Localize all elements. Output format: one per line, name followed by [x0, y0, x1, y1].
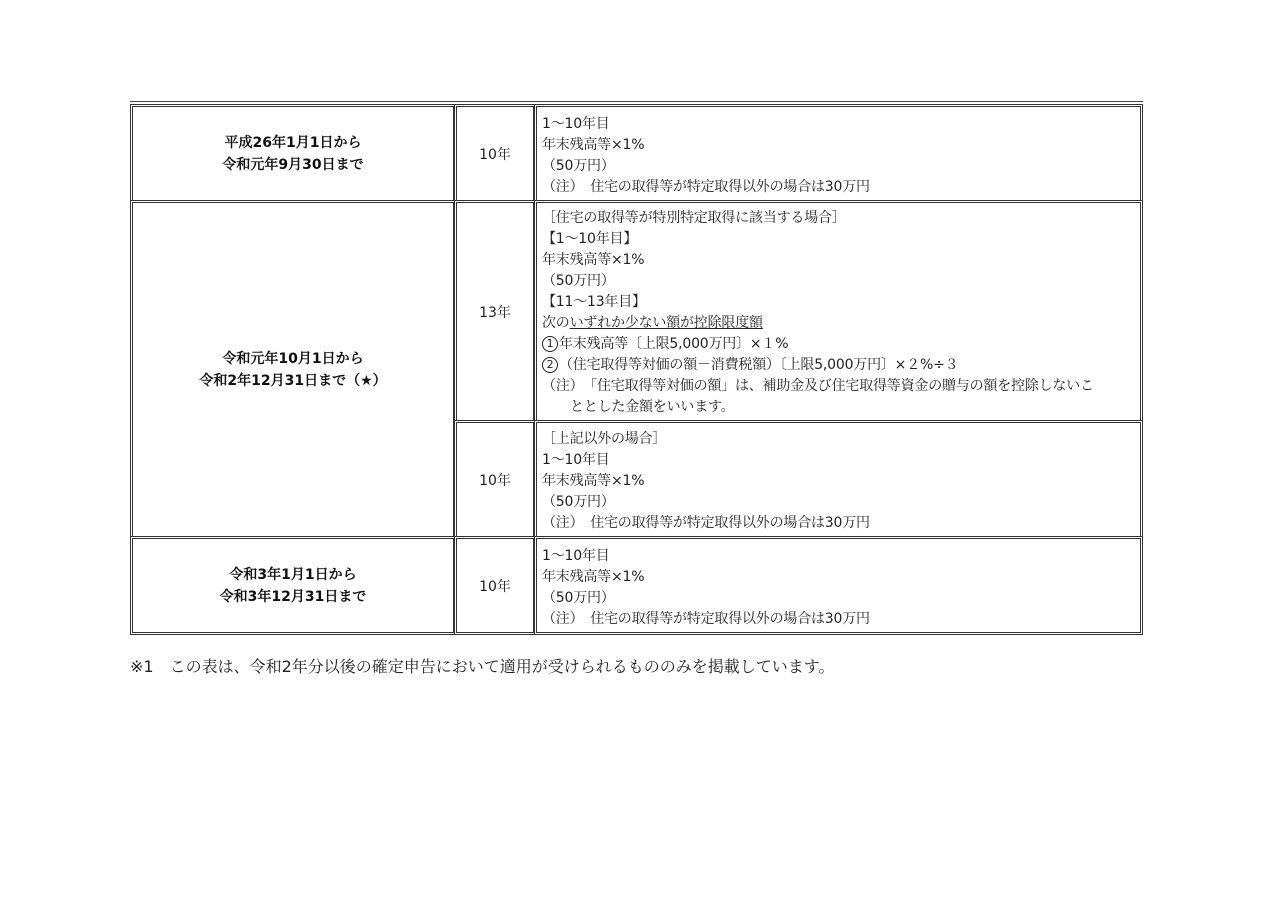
circled-number-2: 2	[542, 357, 558, 373]
limit-line: 年末残高等×1%	[542, 569, 645, 585]
limit-line: 1～10年目	[542, 116, 610, 132]
date-from: 令和元年10月1日から	[222, 350, 364, 367]
limit-rule-underlined: いずれか少ない額が控除限度額	[569, 315, 763, 331]
note-line: （注） 「住宅取得等対価の額」は、補助金及び住宅取得等資金の贈与の額を控除しないこ	[542, 378, 1094, 394]
limit-line: 【11～13年目】	[542, 294, 646, 310]
period-cell	[130, 104, 456, 203]
limit-line: ［上記以外の場合］	[542, 431, 667, 447]
deduction-period: 10年	[479, 146, 511, 163]
years-cell	[454, 536, 536, 635]
option-2-text: （住宅取得等対価の額－消費税額）〔上限5,000万円〕×２%÷３	[559, 357, 959, 373]
date-from: 令和3年1月1日から	[229, 566, 357, 583]
limit-cell	[534, 536, 1143, 635]
table-row	[130, 200, 1143, 539]
period-cell	[130, 536, 456, 635]
table-footnote: ※1 この表は、令和2年分以後の確定申告において適用が受けられるもののみを掲載しています。	[130, 657, 835, 676]
limit-line: （注） 住宅の取得等が特定取得以外の場合は30万円	[542, 179, 870, 195]
limit-line: 【1～10年目】	[542, 231, 638, 247]
limit-line: （50万円）	[542, 273, 615, 289]
limit-line: ［住宅の取得等が特別特定取得に該当する場合］	[542, 210, 846, 226]
option-2-line	[542, 355, 1140, 376]
limit-cell	[534, 200, 1143, 423]
limit-line: 年末残高等×1%	[542, 252, 645, 268]
date-to: 令和2年12月31日まで（★）	[199, 372, 387, 389]
limit-line: （50万円）	[542, 590, 615, 606]
option-1-text: 年末残高等〔上限5,000万円〕×１%	[559, 336, 789, 352]
limit-line: （50万円）	[542, 494, 615, 510]
limit-line: 年末残高等×1%	[542, 473, 645, 489]
circled-number-1: 1	[542, 336, 558, 352]
table-row	[130, 104, 1143, 203]
limit-line: 1～10年目	[542, 548, 610, 564]
date-from: 平成26年1月1日から	[224, 134, 362, 151]
limit-cell	[534, 420, 1143, 539]
note-line-continued: ととした金額をいいます。	[570, 399, 735, 415]
years-cell	[454, 104, 536, 203]
years-cell	[454, 200, 536, 423]
limit-line: （注） 住宅の取得等が特定取得以外の場合は30万円	[542, 611, 870, 627]
years-cell	[454, 420, 536, 539]
limit-line: 1～10年目	[542, 452, 610, 468]
limit-line: （注） 住宅の取得等が特定取得以外の場合は30万円	[542, 515, 870, 531]
date-to: 令和元年9月30日まで	[222, 156, 364, 173]
deduction-table	[130, 101, 1143, 635]
deduction-period: 10年	[479, 472, 511, 489]
deduction-period: 13年	[479, 304, 511, 321]
date-to: 令和3年12月31日まで	[219, 588, 367, 605]
option-1-line	[542, 334, 1140, 355]
deduction-period: 10年	[479, 578, 511, 595]
table-row	[130, 536, 1143, 635]
limit-rule-line	[542, 313, 1140, 334]
limit-rule-prefix: 次の	[542, 315, 570, 331]
period-cell	[130, 200, 456, 539]
limit-cell	[534, 104, 1143, 203]
limit-line: （50万円）	[542, 158, 615, 174]
limit-line: 年末残高等×1%	[542, 137, 645, 153]
